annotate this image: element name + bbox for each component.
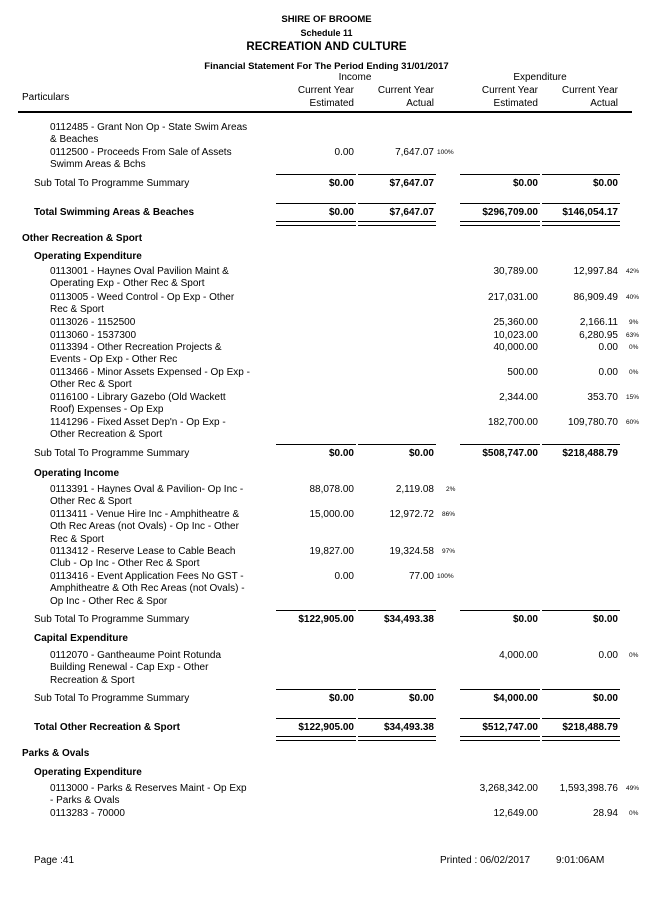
page-number: Page :41 — [34, 855, 75, 866]
section-heading: Parks & Ovals — [22, 748, 90, 759]
expenditure-percent: 63% — [626, 332, 640, 339]
subtotal-income-est: $0.00 — [328, 448, 354, 459]
table-row — [0, 417, 653, 441]
income-actual: 7,647.07 — [395, 147, 434, 158]
table-row — [0, 509, 653, 545]
table-row — [0, 484, 653, 508]
row-description: 0113394 - Other Recreation Projects & Events - Op Exp - Other Rec — [50, 342, 222, 366]
expenditure-actual: 12,997.84 — [573, 266, 618, 277]
schedule-label: Schedule 11 — [300, 28, 353, 38]
col-exp-act-l2: Actual — [590, 98, 618, 109]
total-income-act: $34,493.38 — [383, 722, 434, 733]
header-rule — [18, 111, 632, 113]
income-estimated: 15,000.00 — [309, 509, 354, 520]
expenditure-actual: 2,166.11 — [579, 317, 618, 328]
expenditure-estimated: 30,789.00 — [493, 266, 538, 277]
expenditure-actual: 6,280.95 — [579, 330, 618, 341]
total-income-est: $0.00 — [328, 207, 354, 218]
income-estimated: 0.00 — [334, 147, 354, 158]
total-exp-est: $512,747.00 — [482, 722, 538, 733]
col-exp-act-l1: Current Year — [561, 85, 618, 96]
subtotal-row — [0, 693, 653, 706]
subtotal-exp-act: $0.00 — [592, 178, 618, 189]
col-exp-est-l2: Estimated — [493, 98, 538, 109]
subtotal-exp-act: $0.00 — [592, 614, 618, 625]
table-row — [0, 392, 653, 416]
expenditure-percent: 0% — [629, 369, 639, 376]
subtotal-label: Sub Total To Programme Summary — [34, 614, 190, 625]
expenditure-percent: 0% — [629, 652, 639, 659]
row-description: 0112485 - Grant Non Op - State Swim Areas & Beaches — [50, 122, 248, 146]
row-description: 0112070 - Gantheaume Point Rotunda Building Renewal - Cap Exp - Other Recreation & Sport — [50, 650, 222, 686]
expenditure-estimated: 12,649.00 — [493, 808, 538, 819]
expenditure-percent: 40% — [626, 294, 640, 301]
col-inc-act-l1: Current Year — [377, 85, 434, 96]
row-description: 0113060 - 1537300 — [50, 330, 137, 341]
expenditure-estimated: 25,360.00 — [493, 317, 538, 328]
subsection-heading: Operating Expenditure — [34, 767, 142, 778]
income-percent: 86% — [442, 511, 456, 518]
total-exp-act: $146,054.17 — [562, 207, 618, 218]
expenditure-actual: 28.94 — [592, 808, 618, 819]
subsection-heading: Operating Expenditure — [34, 251, 142, 262]
subtotal-row — [0, 448, 653, 461]
statement-subtitle: Financial Statement For The Period Ending 31/01/2017 — [204, 61, 449, 72]
expenditure-estimated: 4,000.00 — [499, 650, 538, 661]
subtotal-income-act: $34,493.38 — [383, 614, 434, 625]
row-description: 0113026 - 1152500 — [50, 317, 136, 328]
org-name: SHIRE OF BROOME — [281, 14, 372, 25]
page-title: RECREATION AND CULTURE — [246, 41, 407, 53]
expenditure-actual: 0.00 — [598, 367, 618, 378]
table-row — [0, 808, 653, 821]
expenditure-estimated: 10,023.00 — [493, 330, 538, 341]
subtotal-label: Sub Total To Programme Summary — [34, 693, 190, 704]
total-exp-est: $296,709.00 — [482, 207, 538, 218]
row-description: 0116100 - Library Gazebo (Old Wackett Roof) Expenses - Op Exp — [50, 392, 226, 416]
row-description: 1141296 - Fixed Asset Dep'n - Op Exp - Other Recreation & Sport — [50, 417, 226, 441]
subtotal-income-act: $0.00 — [408, 448, 434, 459]
total-label: Total Other Recreation & Sport — [34, 722, 180, 733]
income-label: Income — [338, 72, 372, 83]
row-description: 0113412 - Reserve Lease to Cable Beach Club - Op Inc - Other Rec & Sport — [50, 546, 236, 570]
expenditure-percent: 42% — [626, 268, 640, 275]
expenditure-percent: 9% — [629, 319, 639, 326]
expenditure-actual: 353.70 — [587, 392, 618, 403]
subtotal-income-act: $0.00 — [408, 693, 434, 704]
subtotal-exp-est: $508,747.00 — [482, 448, 538, 459]
subtotal-income-est: $0.00 — [328, 178, 354, 189]
col-inc-est-l2: Estimated — [309, 98, 354, 109]
total-income-est: $122,905.00 — [298, 722, 354, 733]
expenditure-percent: 0% — [629, 344, 639, 351]
row-description: 0113466 - Minor Assets Expensed - Op Exp - Other Rec & Sport — [50, 367, 250, 391]
expenditure-actual: 86,909.49 — [573, 292, 618, 303]
expenditure-label: Expenditure — [513, 72, 567, 83]
income-percent: 2% — [446, 486, 456, 493]
row-description: 0113283 - 70000 — [50, 808, 125, 819]
table-row — [0, 122, 653, 146]
subtotal-label: Sub Total To Programme Summary — [34, 448, 190, 459]
printed-time: 9:01:06AM — [556, 855, 605, 866]
row-description: 0112500 - Proceeds From Sale of Assets Swimm Areas & Bchs — [50, 147, 232, 171]
expenditure-actual: 1,593,398.76 — [559, 783, 618, 794]
row-description: 0113001 - Haynes Oval Pavilion Maint & Operating Exp - Other Rec & Sport — [50, 266, 229, 290]
income-estimated: 0.00 — [334, 571, 354, 582]
subsection-heading: Capital Expenditure — [34, 633, 128, 644]
income-percent: 100% — [437, 573, 454, 580]
total-row — [0, 207, 653, 220]
subtotal-exp-est: $0.00 — [512, 614, 538, 625]
expenditure-estimated: 500.00 — [507, 367, 538, 378]
col-inc-est-l1: Current Year — [297, 85, 354, 96]
subtotal-exp-est: $4,000.00 — [493, 693, 538, 704]
subtotal-exp-est: $0.00 — [512, 178, 538, 189]
expenditure-percent: 49% — [626, 785, 640, 792]
col-exp-est-l1: Current Year — [481, 85, 538, 96]
section-heading: Other Recreation & Sport — [22, 233, 143, 244]
total-exp-act: $218,488.79 — [562, 722, 618, 733]
income-percent: 97% — [442, 548, 456, 555]
row-description: 0113000 - Parks & Reserves Maint - Op Exp - Parks & Ovals — [50, 783, 247, 807]
expenditure-estimated: 3,268,342.00 — [479, 783, 538, 794]
subtotal-exp-act: $218,488.79 — [562, 448, 618, 459]
income-estimated: 19,827.00 — [309, 546, 354, 557]
subtotal-income-act: $7,647.07 — [389, 178, 434, 189]
subtotal-label: Sub Total To Programme Summary — [34, 178, 190, 189]
row-description: 0113391 - Haynes Oval & Pavilion- Op Inc - Other Rec & Sport — [50, 484, 244, 508]
printed-date: Printed : 06/02/2017 — [440, 855, 531, 866]
row-description: 0113416 - Event Application Fees No GST - Amphitheatre & Oth Rec Areas (not Ovals) - Op Inc - Other Rec & Spor — [50, 571, 245, 607]
subtotal-exp-act: $0.00 — [592, 693, 618, 704]
expenditure-actual: 109,780.70 — [567, 417, 618, 428]
row-description: 0113005 - Weed Control - Op Exp - Other Rec & Sport — [50, 292, 235, 316]
expenditure-estimated: 40,000.00 — [493, 342, 538, 353]
table-row — [0, 783, 653, 807]
expenditure-percent: 60% — [626, 419, 640, 426]
expenditure-actual: 0.00 — [598, 342, 618, 353]
income-actual: 2,119.08 — [395, 484, 434, 495]
col-inc-act-l2: Actual — [406, 98, 434, 109]
subsection-heading: Operating Income — [34, 468, 120, 479]
table-row — [0, 546, 653, 570]
expenditure-estimated: 217,031.00 — [487, 292, 538, 303]
income-actual: 77.00 — [408, 571, 434, 582]
table-row — [0, 147, 653, 171]
income-percent: 100% — [437, 149, 454, 156]
subtotal-row — [0, 614, 653, 627]
total-label: Total Swimming Areas & Beaches — [34, 207, 195, 218]
expenditure-estimated: 182,700.00 — [487, 417, 538, 428]
income-actual: 19,324.58 — [389, 546, 434, 557]
table-row — [0, 342, 653, 366]
table-row — [0, 292, 653, 316]
total-row — [0, 722, 653, 735]
subtotal-row — [0, 178, 653, 191]
income-estimated: 88,078.00 — [309, 484, 354, 495]
table-row — [0, 266, 653, 290]
subtotal-income-est: $122,905.00 — [298, 614, 354, 625]
expenditure-percent: 15% — [626, 394, 640, 401]
row-description: 0113411 - Venue Hire Inc - Amphitheatre & Oth Rec Areas (not Ovals) - Op Inc - Other Rec & Sport — [50, 509, 240, 545]
total-income-act: $7,647.07 — [389, 207, 434, 218]
expenditure-estimated: 2,344.00 — [499, 392, 538, 403]
table-row — [0, 317, 653, 330]
particulars-label: Particulars — [22, 92, 70, 103]
table-row — [0, 367, 653, 391]
expenditure-percent: 0% — [629, 810, 639, 817]
income-actual: 12,972.72 — [389, 509, 434, 520]
table-row — [0, 650, 653, 686]
table-row — [0, 571, 653, 607]
subtotal-income-est: $0.00 — [328, 693, 354, 704]
expenditure-actual: 0.00 — [598, 650, 618, 661]
